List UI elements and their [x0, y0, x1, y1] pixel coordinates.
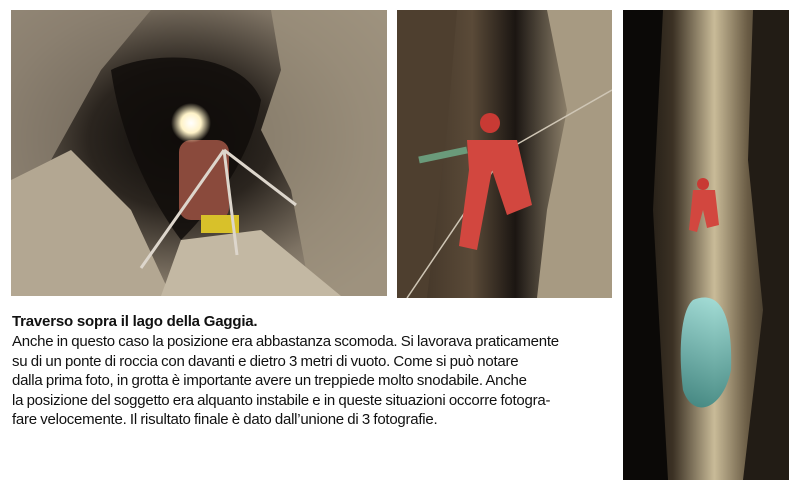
photo-caption [12, 312, 612, 430]
caption-line: dalla prima foto, in grotta è importante avere un treppiede molto snodabile. Anche [12, 372, 527, 389]
photo-caver-traverse [397, 10, 612, 298]
cave-photo-3 [623, 10, 789, 480]
caption-line: la posizione del soggetto era alquanto instabile e in queste situazioni occorre fotogra- [12, 391, 551, 409]
caption-title: Traverso sopra il lago della Gaggia. [12, 313, 258, 330]
caption-line: su di un ponte di roccia con davanti e dietro 3 metri di vuoto. Come si può notare [12, 352, 519, 370]
photo-lake-shaft [623, 10, 789, 480]
caption-body [12, 332, 612, 430]
caption-line: Anche in questo caso la posizione era abbastanza scomoda. Si lavorava praticamente [12, 333, 559, 350]
caption-line: fare velocemente. Il risultato finale è dato dall’unione di 3 fotografie. [12, 411, 438, 428]
photo-photographer-tripod [11, 10, 387, 296]
cave-photo-1 [11, 10, 387, 296]
cave-photo-2 [397, 10, 612, 298]
